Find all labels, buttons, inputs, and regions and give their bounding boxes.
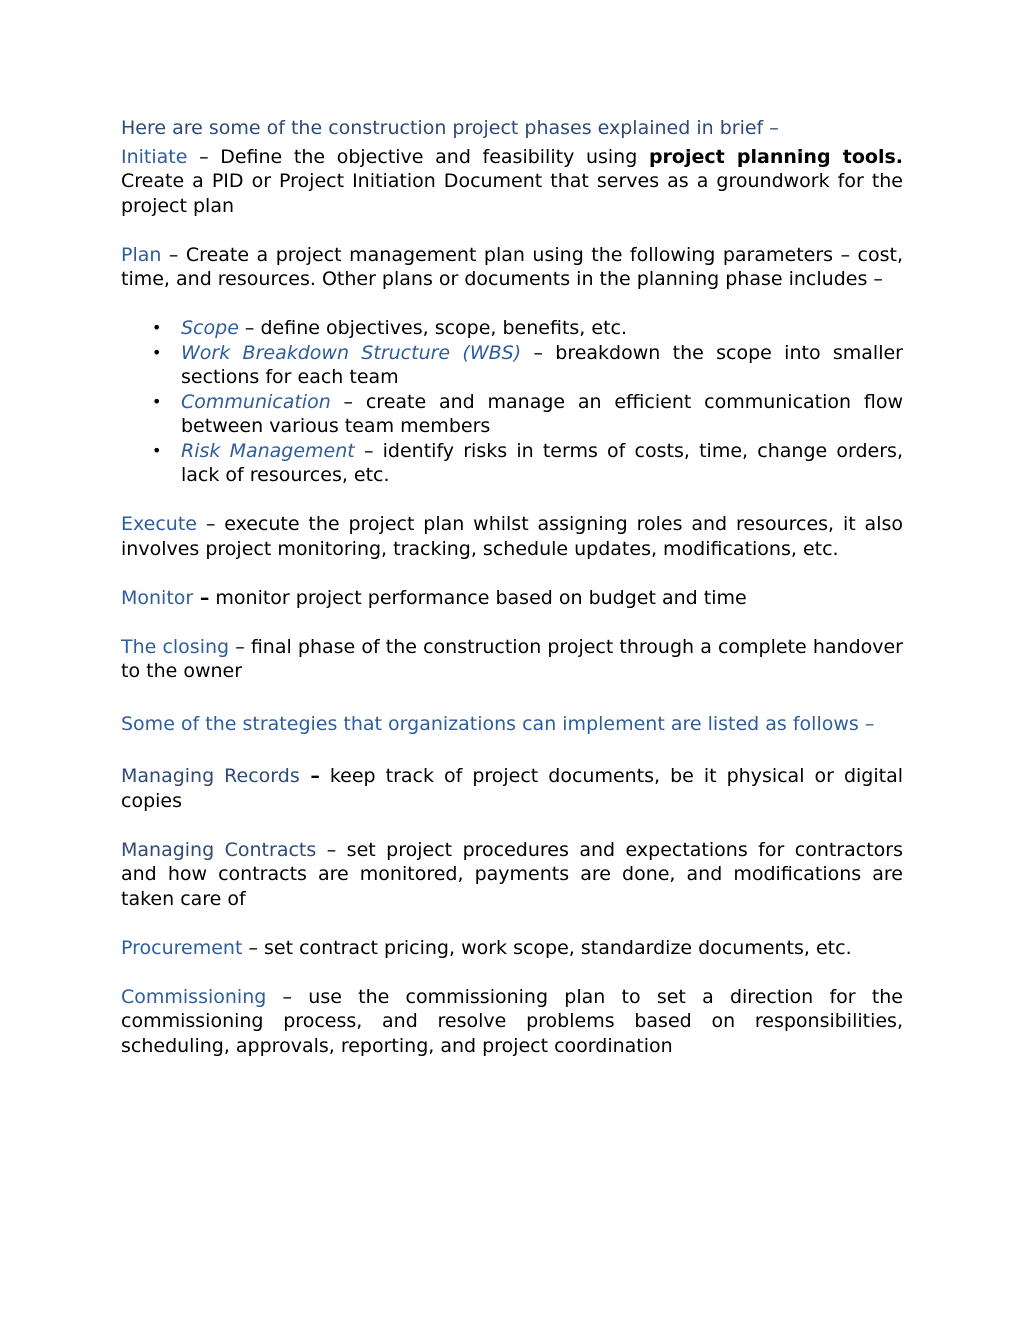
contracts-text: – set project procedures and expectations for contractors and how contracts are monitored, payments are done, and modifications are taken care of xyxy=(121,838,903,910)
plan-text: – Create a project management plan using the following parameters – cost, time, and resources. Other plans or documents in the planning phase includes – xyxy=(121,243,903,290)
monitor-paragraph xyxy=(121,586,903,611)
closing-text: – final phase of the construction project through a complete handover to the owner xyxy=(121,635,903,682)
bullet-label: Risk Management xyxy=(181,439,355,462)
bullet-text: – define objectives, scope, benefits, etc. xyxy=(238,317,627,339)
execute-text: – execute the project plan whilst assigning roles and resources, it also involves project monitoring, tracking, schedule updates, modifications, etc. xyxy=(121,513,903,560)
bullet-text: – breakdown the scope into smaller sections for each team xyxy=(181,341,903,388)
initiate-text-before: – Define the objective and feasibility using xyxy=(187,145,649,168)
initiate-paragraph xyxy=(121,145,903,219)
bullet-icon: • xyxy=(152,342,162,362)
bullet-label: Work Breakdown Structure (WBS) xyxy=(181,341,522,364)
records-dash: – xyxy=(299,765,320,787)
bullet-icon: • xyxy=(152,391,162,411)
contracts-label: Managing Contracts xyxy=(121,838,317,861)
document-page xyxy=(121,116,903,1058)
records-label: Managing Records xyxy=(121,765,300,787)
list-item xyxy=(152,439,903,488)
bullet-label: Scope xyxy=(181,317,239,339)
procurement-text: – set contract pricing, work scope, standardize documents, etc. xyxy=(242,936,852,959)
bullet-text: – create and manage an efficient communication flow between various team members xyxy=(181,390,903,437)
execute-label: Execute xyxy=(121,513,197,535)
list-item xyxy=(152,390,903,439)
bullet-text: – identify risks in terms of costs, time, change orders, lack of resources, etc. xyxy=(181,439,903,486)
list-item xyxy=(152,341,903,390)
monitor-dash: – xyxy=(193,586,210,609)
records-paragraph xyxy=(121,764,903,813)
bullet-icon: • xyxy=(152,440,162,460)
phases-intro: Here are some of the construction project phases explained in brief – xyxy=(121,117,779,139)
bullet-label: Communication xyxy=(181,390,331,413)
closing-label: The closing xyxy=(121,635,230,658)
commissioning-paragraph xyxy=(121,985,903,1059)
monitor-label: Monitor xyxy=(121,586,194,609)
strategies-intro: Some of the strategies that organizations can implement are listed as follows – xyxy=(121,712,875,735)
procurement-paragraph xyxy=(121,936,903,961)
records-text: keep track of project documents, be it physical or digital copies xyxy=(121,765,903,812)
initiate-text-after: Create a PID or Project Initiation Document that serves as a groundwork for the project plan xyxy=(121,170,903,217)
list-item xyxy=(152,316,903,341)
closing-paragraph xyxy=(121,635,903,684)
plan-paragraph xyxy=(121,243,903,292)
plan-bullet-list xyxy=(121,316,903,488)
execute-paragraph xyxy=(121,512,903,561)
commissioning-text: – use the commissioning plan to set a direction for the commissioning process, and resolve problems based on responsibilities, scheduling, approvals, reporting, and project coordination xyxy=(121,985,903,1057)
initiate-bold-text: project planning tools. xyxy=(648,145,904,168)
procurement-label: Procurement xyxy=(121,936,243,959)
monitor-text: monitor project performance based on budget and time xyxy=(209,586,747,609)
plan-label: Plan xyxy=(121,243,162,266)
initiate-label: Initiate xyxy=(121,145,188,168)
bullet-icon: • xyxy=(152,318,162,337)
commissioning-label: Commissioning xyxy=(121,985,267,1008)
contracts-paragraph xyxy=(121,838,903,912)
